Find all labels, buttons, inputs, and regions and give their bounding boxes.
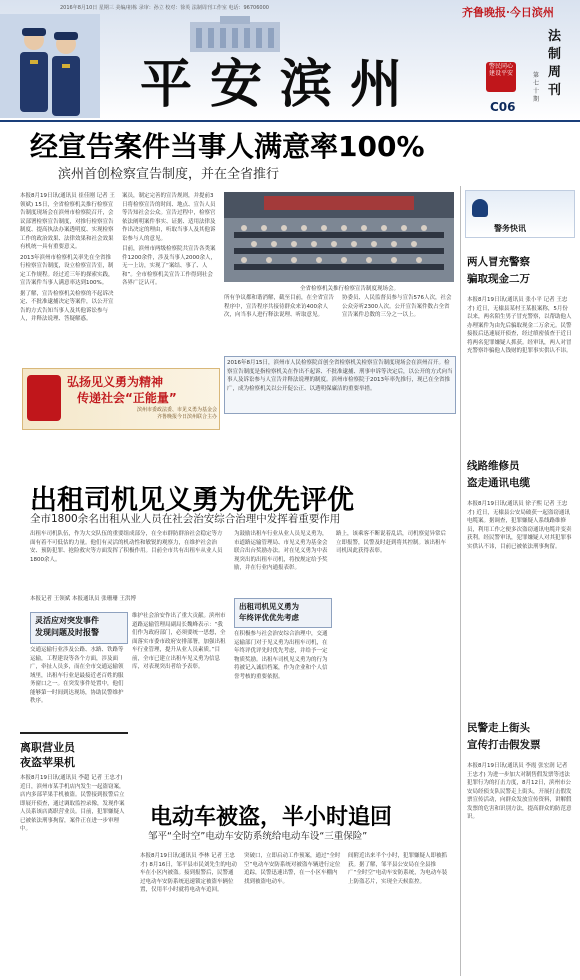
section-vertical: 第七十期 <box>533 72 540 103</box>
article2-col-b: 维护社会治安作出了重大贡献。滨州市道路运输管理局副局长魏峰表示：“我们作为政府部门，必须要统一思想，全面落实市委市政府安排部署，加强出租车行业管理，提升从业人员素质。”目前，全市已建立出租车见义勇为信息库，对表现突出者给予表彰。 <box>132 613 226 670</box>
article1-highlight-box: 2016年8月15日，滨州市人民检察院首创全省检察机关检察宣告制度现场会在滨州召开。检察宣告制度是指检察机关在作出不起诉、不批准逮捕、刑事申诉等决定后，以公开的方式向当事人及诉讼参与人宣告并释法说理的制度。滨州市检察院于2013年率先推行，现已在全省推广，成为检察机关以公开促公正、以透明保廉洁的重要举措。 <box>224 356 456 414</box>
sidebar-item2-body: 本报8月19日讯(通讯员 徐子熙 记者 王忠才) 近日，无棣县公安局破获一起盗窃通讯电缆案。据调查，犯罪嫌疑人系线路维修员，利用工作之便多次盗窃通讯电缆并变卖获利。经民警审讯，犯罪嫌疑人对其犯罪事实供认不讳，目前已被依法刑事拘留。 <box>467 501 572 550</box>
article1-col1-p1: 本报8月19日讯(通讯员 崔佳刚 记者 王领斌) 15日，全省检察机关推行检察宣告制度现场会在滨州市检察院召开，会议部署检察宣告制度，对推行检察宣告制度、提高执法办案透明度、实现检察工作的政治效果、法律效果和社会效果有机统一具有重要意义。 <box>20 193 115 250</box>
article2-col-d: 路上，该乘客不断说着乱话，司机察觉异常后立即报警，民警及时赶到将其控制。该出租车司机因此获得表彰。 <box>336 531 447 554</box>
police-officers-image <box>0 14 100 118</box>
left-bottom-story <box>20 732 128 974</box>
article2-lead: 出租车司机队伍，作为大交队伍的重要组成部分，在全市群防群治社会稳定等方面有着不可低估的力量。他们有灵活的机动性和敏锐的观察力，在维护社会治安、预防犯罪、抢险救灾等方面发挥了积极作用。目前全市共有出租车从业人员1800余人。 <box>30 531 223 563</box>
sidebar-item3-title: 民警走上街头 宣传打击假发票 <box>467 722 541 751</box>
sidebar-item2-title: 线路维修员 盗走通讯电缆 <box>467 460 530 489</box>
article2-subhead-1-text: 灵活应对突发事件 发现问题及时报警 <box>35 616 99 637</box>
article1-col3: 所有争议都和谐消解，截至目前，在全省宣告程序中，宣告程序共接待群众来访400余人次，向当事人进行释法说理、听取意见。 <box>224 295 335 318</box>
article1-col2-p1: 案员，制定完善的宣告规则，并提前3日将检察宣告的时间、地点、宣告人员等告知社会公众。宣告过程中，检察官依法阐明案件事实、证据、适用法律及作出决定的理由，听取当事人及其他诉讼参与人的意见。 <box>122 193 216 242</box>
photo-caption: 全省检察机关推行检察宣告制度现场会。 <box>300 286 400 292</box>
article3-col3: 间附近出来半个小时，犯罪嫌疑人即被抓获。据了解，邹平县公安局在全县推广“全时空”电动车安防系统，为电动车装上防盗芯片，实现全天候监控。 <box>348 853 448 885</box>
headline-1: 经宣告案件当事人满意率100% <box>30 130 425 163</box>
article1-col1-p3: 据了解，宣告检察机关检察的不起诉决定、不批准逮捕决定等案件，以公开宣告的方式告知当事人及其他诉讼参与人，并释法说理、答疑解惑。 <box>20 290 114 322</box>
paper-name: 齐鲁晚报·今日滨州 <box>462 6 554 19</box>
masthead-title: 平安滨州 <box>140 54 421 115</box>
article3-col2: 突破口，立即启动工作预案，通过“全时空”电动车安防系统对被盗车辆进行定位追踪，民警迅速出警，在一小区车棚内找到被盗电动车。 <box>244 853 341 885</box>
sidebar <box>460 186 576 976</box>
subheadline-3: 邹平“全时空”电动车安防系统给电动车设“三重保险” <box>148 831 368 842</box>
article2-col-c-intro: 为鼓励出租车行业从业人员见义勇为，市道路运输管理局、市见义勇为基金会联合出台奖励办法。对在见义勇为中表现突出的出租车司机，将按规定给予奖励，并在行业内通报表彰。 <box>234 531 328 571</box>
article2-subhead-1 <box>30 612 128 644</box>
subheadline-2: 全市1800余名出租从业人员在社会治安综合治理中发挥着重要作用 <box>30 513 341 525</box>
article2-subhead-2 <box>234 598 332 628</box>
article1-col4: 协委员、人民监督员参与宣告576人次，社会公众旁听2300人次。公开宣告案件数占全省宣告案件总数的三分之一以上。 <box>342 295 452 318</box>
banner-sponsor: 滨州市委政法委、市见义勇为基金会 齐鲁晚报今日滨州联合主办 <box>136 407 217 420</box>
article3-col1: 本报8月19日讯(通讯员 李林 记者 王忠才) 8月16日，邹平县市民刘先生的电动车在小区内被盗。接到报警后，民警通过电动车安防系统迅速锁定被盗车辆位置，仅用半小时就将电动车追回。 <box>140 853 237 893</box>
banner-line2: 传递社会“正能量” <box>77 391 177 405</box>
article2-byline: 本报记者 王领斌 本报通讯员 张珊珊 王洪博 <box>30 596 136 602</box>
sidebar-tab-label: 警务快讯 <box>494 224 526 233</box>
article1-col1-p2: 2013年滨州市检察机关率先在全省推行检察宣告制度，设立检察宣告室，制定工作规程。经过近三年的探索实践，宣告案件当事人满意率达到100%。 <box>20 254 114 286</box>
sidebar-item1-body: 本报8月19日讯(通讯员 张小平 记者 王忠才) 近日，无棣县某村王某报案称，5月份以来，两名陌生男子冒充警察，以帮助他人办理案件为由先后骗取现金二万余元。民警接报后迅速展开侦查，经过缜密侦查于近日将两名犯罪嫌疑人抓获。经审讯，两人对冒充警察诈骗他人钱财的犯罪事实供认不讳。 <box>467 297 572 354</box>
article2-subhead-2-text: 出租司机见义勇为 年终评优优先考虑 <box>239 602 299 622</box>
masthead-stamp <box>486 62 516 92</box>
meeting-photo <box>224 192 454 282</box>
article1-col2 <box>122 192 218 352</box>
left-bottom-body: 本报8月19日讯(通讯员 李超 记者 王忠才) 近日，滨州市某手机店内发生一起盗窃案，店内多部苹果手机被盗。民警接到报警后立即展开侦查，通过调取监控录像，发现作案人员系该店离职营业员。目前，犯罪嫌疑人已被依法刑事拘留，案件正在进一步审理中。 <box>20 775 125 832</box>
sidebar-item1-title: 两人冒充警察 骗取现金二万 <box>467 256 530 285</box>
article1-col2-p2: 目前，滨州市两级检察院共宣告各类案件1200余件，涉及当事人2000余人，无一上访，实现了“案结、事了、人和”。全市检察机关宣告工作得到社会各界广泛认可。 <box>122 246 216 286</box>
weekly-label: 法制周刊 <box>548 29 562 98</box>
page-number: C06 <box>490 100 516 114</box>
masthead-stamp-text: 警民同心 建设平安 <box>488 63 513 77</box>
article2-col-a: 交通运输行业涉及公路、水路、铁路等运输，工程建设等各个方面，涉及面广，牵扯人员多，而在全市交通运输领域里，出租车行业是最接近老百姓的服务窗口之一。在突发事件处置中，他们能够第一时间到达现场，协助民警维护秩序。 <box>30 647 124 704</box>
subheadline-1: 滨州首创检察宣告制度，并在全省推行 <box>58 167 280 182</box>
date-line: 2016年8月10日 星期三 美编/祖栋 录审：孙立 校对：徐英 法制周刊工作室 电话：96706000 <box>60 5 269 11</box>
left-bottom-title: 离职营业员 夜盗苹果机 <box>20 741 75 769</box>
article2-col-c: 在积极参与社会治安综合治理中，交通运输部门对于见义勇为出租车司机，在年终评优评先时优先考虑，并给予一定物质奖励。出租车司机见义勇为的行为将被记入诚信档案，作为企业和个人信誉考核的重要依据。 <box>234 631 328 680</box>
article2-col-c0 <box>234 530 330 592</box>
masthead <box>0 0 580 122</box>
headline-3: 电动车被盗，半小时追回 <box>150 805 393 830</box>
sidebar-item3-body: 本报8月19日讯(通讯员 李霞 张宏润 记者 王忠才) 为进一步加大对制售假发票等违法犯罪行为的打击力度，8月12日，滨州市公安局经侦支队民警走上街头，开展打击假发票宣传活动，向群众发放宣传资料，讲解假发票的危害和识别方法，提高群众的防范意识。 <box>467 763 572 820</box>
sidebar-tab <box>465 190 575 238</box>
police-badge-icon <box>472 199 488 217</box>
article1-col1 <box>20 192 116 352</box>
heroism-banner <box>22 368 220 430</box>
banner-badge-icon <box>27 375 61 421</box>
banner-line1: 弘扬见义勇为精神 <box>67 375 164 389</box>
headline-2: 出租司机见义勇为优先评优 <box>30 485 354 516</box>
